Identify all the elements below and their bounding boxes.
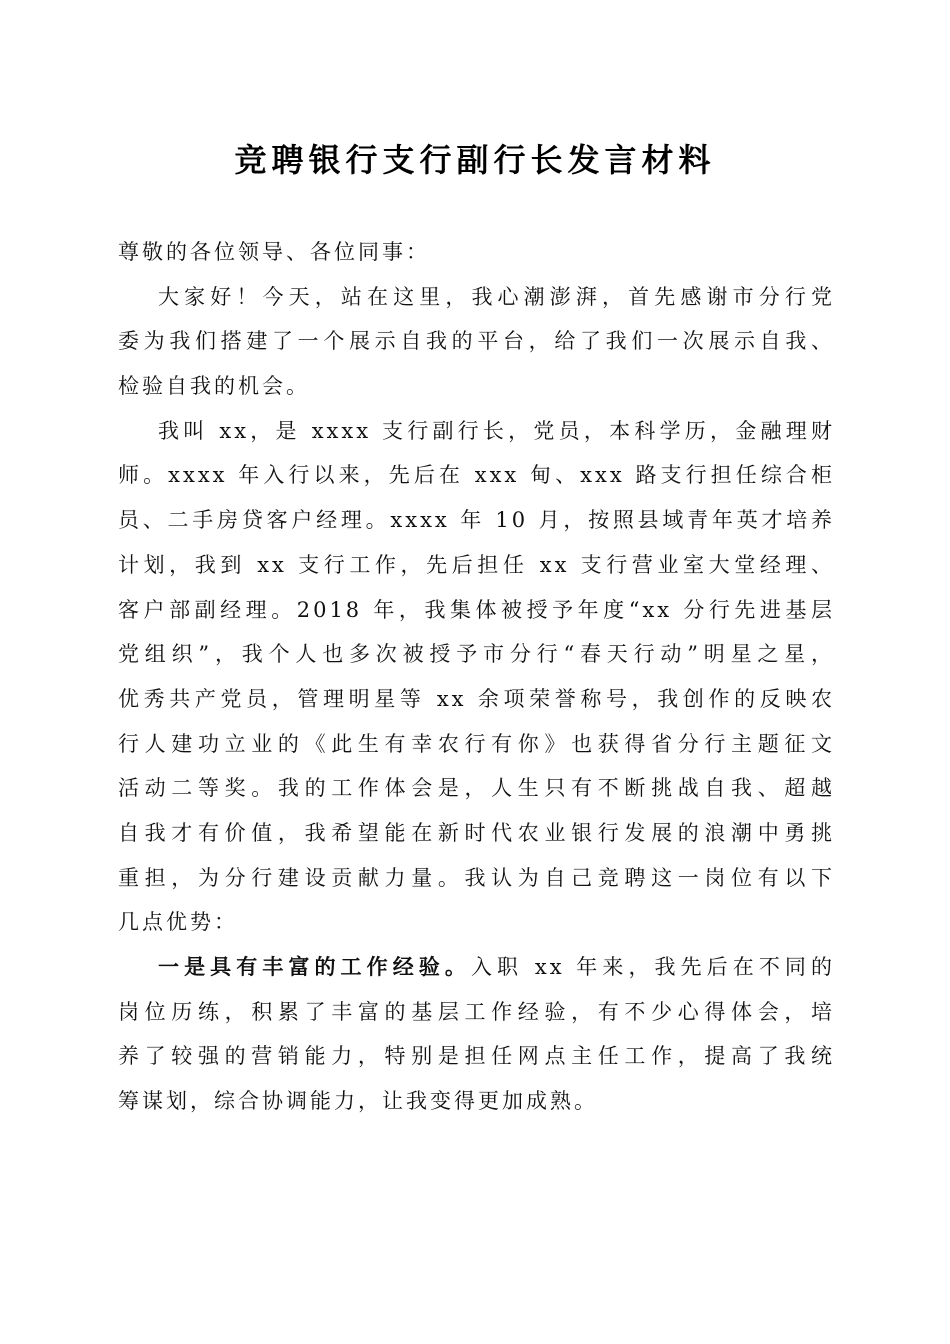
text-line: 自我才有价值，我希望能在新时代农业银行发展的浪潮中勇挑: [118, 820, 835, 845]
text-line: 活动二等奖。我的工作体会是，人生只有不断挑战自我、超越: [118, 776, 835, 801]
text-line: 筹谋划，综合协调能力，让我变得更加成熟。: [118, 1089, 598, 1114]
text-line: 师。xxxx 年入行以来，先后在 xxx 甸、xxx 路支行担任综合柜: [118, 463, 835, 488]
text-line: 员、二手房贷客户经理。xxxx 年 10 月，按照县域青年英才培养: [118, 508, 835, 533]
text-line: 委为我们搭建了一个展示自我的平台，给了我们一次展示自我、: [118, 329, 835, 354]
text-line: 党组织”，我个人也多次被授予市分行“春天行动”明星之星，: [118, 642, 835, 667]
text-line: 优秀共产党员，管理明星等 xx 余项荣誉称号，我创作的反映农: [118, 686, 835, 711]
text-line: 岗位历练，积累了丰富的基层工作经验，有不少心得体会，培: [118, 999, 835, 1024]
text-line: 重担，为分行建设贡献力量。我认为自己竞聘这一岗位有以下: [118, 865, 835, 890]
paragraph-greeting: [118, 275, 835, 409]
text-line: 几点优势：: [118, 910, 238, 935]
document-title: 竞聘银行支行副行长发言材料: [234, 141, 716, 179]
text-line: 养了较强的营销能力，特别是担任网点主任工作，提高了我统: [118, 1044, 835, 1069]
text-run: 入职 xx 年来，我先后在不同的: [470, 955, 835, 979]
text-line: 行人建功立业的《此生有幸农行有你》也获得省分行主题征文: [118, 731, 835, 756]
text-line: 客户部副经理。2018 年，我集体被授予年度“xx 分行先进基层: [118, 597, 835, 622]
document-body: [118, 230, 835, 1124]
paragraph-introduction: [118, 409, 835, 945]
section-lead: 一是具有丰富的工作经验。: [158, 954, 471, 979]
text-line: 我叫 xx，是 xxxx 支行副行长，党员，本科学历，金融理财: [158, 418, 835, 443]
paragraph-advantage-one: [118, 945, 835, 1124]
text-line: 大家好！今天，站在这里，我心潮澎湃，首先感谢市分行党: [158, 284, 835, 309]
text-line: 计划，我到 xx 支行工作，先后担任 xx 支行营业室大堂经理、: [118, 552, 835, 577]
text-line: [118, 945, 835, 990]
text-line: 检验自我的机会。: [118, 374, 310, 399]
salutation: 尊敬的各位领导、各位同事：: [118, 240, 430, 264]
